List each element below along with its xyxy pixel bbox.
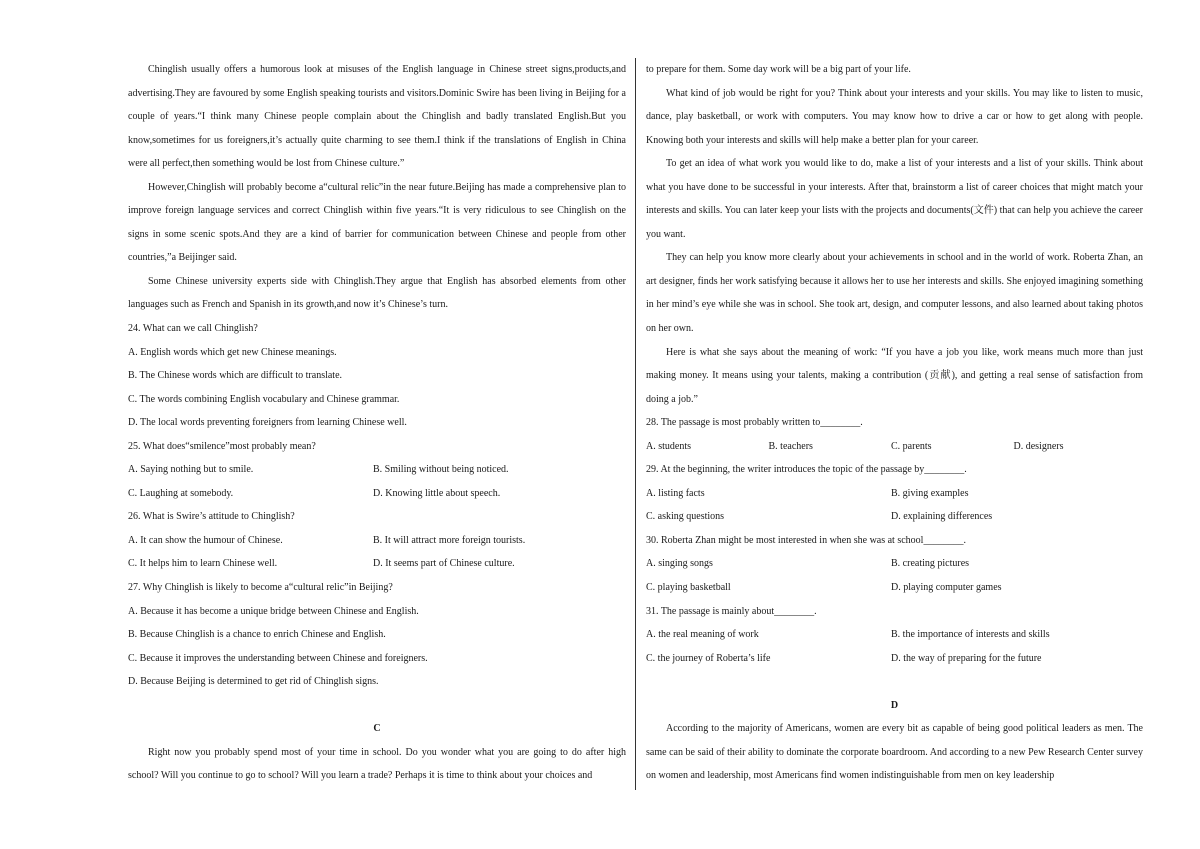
question-26-options-row-2 [128,552,626,576]
passage-c-paragraph-3: To get an idea of what work you would like to do, make a list of your interests and a list of your skills. Think about what you have done to be successful in your interests. After that, brainstorm a list of career choices that might match your interests and skills. You can later keep your lists with the projects and documents(文件) that can help you achieve the career you want. [646,158,1143,240]
right-column [646,58,1143,788]
question-25 [128,435,626,506]
section-d-heading: D [890,699,899,711]
question-27-stem: 27. Why Chinglish is likely to become a“cultural relic”in Beijing? [128,582,393,594]
question-29-option-a: A. listing facts [646,487,705,499]
question-24-stem: 24. What can we call Chinglish? [128,323,258,335]
question-30-stem: 30. Roberta Zhan might be most interested in when she was at school________. [646,534,966,546]
passage-b-paragraph-2: However,Chinglish will probably become a“cultural relic”in the near future.Beijing has made a comprehensive plan to improve foreign language services and correct Chinglish within five years.“It is very ridiculous to see Chinglish on the signs in some scenic spots.And they are a kind of barrier for communication between Chinese and people from other countries,”a Beijinger said. [128,181,626,264]
question-24-option-b: B. The Chinese words which are difficult to translate. [128,370,343,382]
question-25-stem: 25. What does“smilence”most probably mean? [128,440,316,452]
question-28-options [646,435,1143,459]
question-31-option-a: A. the real meaning of work [646,629,759,641]
question-28-option-c: C. parents [891,440,932,452]
passage-c-paragraph-1-end: to prepare for them. Some day work will be a big part of your life. [646,64,911,75]
question-26-option-c: C. It helps him to learn Chinese well. [128,558,278,570]
passage-c-paragraph-5: Here is what she says about the meaning of work: “If you have a job you like, work means much more than just making money. It means using your talents, making a contribution (贡献), and getting a real sense of satisfaction from doing a job.” [646,346,1143,405]
question-24-option-c: C. The words combining English vocabulary and Chinese grammar. [128,393,400,405]
question-28-option-a: A. students [646,440,691,452]
question-31-option-c: C. the journey of Roberta’s life [646,652,771,664]
question-27 [128,576,626,694]
question-25-options-row-2 [128,482,626,506]
section-c-heading: C [373,723,381,735]
question-30-options-row-1 [646,552,1143,576]
question-30 [646,529,1143,600]
question-27-option-b: B. Because Chinglish is a chance to enrich Chinese and English. [128,629,386,641]
question-31-options-row-2 [646,647,1143,671]
question-31-stem: 31. The passage is mainly about________. [646,605,817,617]
question-31-option-b: B. the importance of interests and skills [891,629,1050,641]
question-24-option-d: D. The local words preventing foreigners from learning Chinese well. [128,417,407,429]
question-25-option-b: B. Smiling without being noticed. [373,464,509,476]
question-29-options-row-1 [646,482,1143,506]
question-24-option-a: A. English words which get new Chinese meanings. [128,346,337,358]
question-28-option-d: D. designers [1013,440,1064,452]
question-30-option-a: A. singing songs [646,558,713,570]
passage-b-paragraph-1: Chinglish usually offers a humorous look at misuses of the English language in Chinese street signs,products,and advertising.They are favoured by some English speaking tourists and visitors.Dominic Swire has been living in Beijing for a couple of years.“I think many Chinese people complain about the Chinglish and badly translated English.But you know,sometimes for us foreigners,it’s actually quite charming to see them.I think if the translations of English in China were all perfect,then something would be lost from Chinese culture.” [128,64,626,170]
column-divider [635,58,636,790]
question-31 [646,600,1143,671]
passage-c-paragraph-4: They can help you know more clearly about your achievements in school and in the world of work. Roberta Zhan, an art designer, finds her work satisfying because it allows her to use her interests and skills. She enjoyed imagining something in her mind’s eye while she was in school. She took art, design, and computer lessons, and also learned about taking photos on her own. [646,252,1143,335]
question-25-option-a: A. Saying nothing but to smile. [128,464,254,476]
passage-c-paragraph-1-start: Right now you probably spend most of your time in school. Do you wonder what you are going to do after high school? Will you continue to go to school? Will you learn a trade? Perhaps it is time to think about your choices and [128,746,626,782]
question-29 [646,458,1143,529]
passage-b-paragraph-3: Some Chinese university experts side with Chinglish.They argue that English has absorbed elements from other languages such as French and Spanish in its growth,and now it’s Chinese’s turn. [128,275,626,311]
question-26 [128,505,626,576]
question-28-stem: 28. The passage is most probably written to________. [646,417,863,429]
question-26-option-d: D. It seems part of Chinese culture. [373,558,515,570]
question-30-options-row-2 [646,576,1143,600]
passage-d-paragraph-1-start: According to the majority of Americans, women are every bit as capable of being good political leaders as men. The same can be said of their ability to dominate the corporate boardroom. And according to a new Pew Research Center survey on women and leadership, most Americans find women indistinguishable from men on key leadership [646,723,1143,782]
question-28-option-b: B. teachers [768,440,813,452]
question-30-option-d: D. playing computer games [891,582,1002,594]
question-30-option-c: C. playing basketball [646,582,731,594]
question-25-option-c: C. Laughing at somebody. [128,487,234,499]
question-26-stem: 26. What is Swire’s attitude to Chinglish? [128,511,295,523]
question-25-option-d: D. Knowing little about speech. [373,487,501,499]
spacer [646,670,1143,694]
question-30-option-b: B. creating pictures [891,558,970,570]
question-27-option-d: D. Because Beijing is determined to get rid of Chinglish signs. [128,676,379,688]
question-29-option-c: C. asking questions [646,511,725,523]
question-29-options-row-2 [646,505,1143,529]
question-31-option-d: D. the way of preparing for the future [891,652,1042,664]
question-31-options-row-1 [646,623,1143,647]
question-29-stem: 29. At the beginning, the writer introduces the topic of the passage by________. [646,464,967,476]
question-29-option-d: D. explaining differences [891,511,993,523]
question-26-option-a: A. It can show the humour of Chinese. [128,534,283,546]
passage-c-paragraph-2: What kind of job would be right for you? Think about your interests and your skills. You may like to listen to music, dance, play basketball, or work with computers. You may know how to drive a car or how to get along with people. Knowing both your interests and skills will help make a better plan for your career. [646,87,1143,146]
question-27-option-a: A. Because it has become a unique bridge between Chinese and English. [128,605,419,617]
question-24 [128,317,626,435]
question-26-options-row-1 [128,529,626,553]
question-27-option-c: C. Because it improves the understanding between Chinese and foreigners. [128,652,428,664]
spacer [128,694,626,718]
question-26-option-b: B. It will attract more foreign tourists. [373,534,526,546]
question-29-option-b: B. giving examples [891,487,969,499]
question-28 [646,411,1143,458]
question-25-options-row-1 [128,458,626,482]
left-column [128,58,626,788]
